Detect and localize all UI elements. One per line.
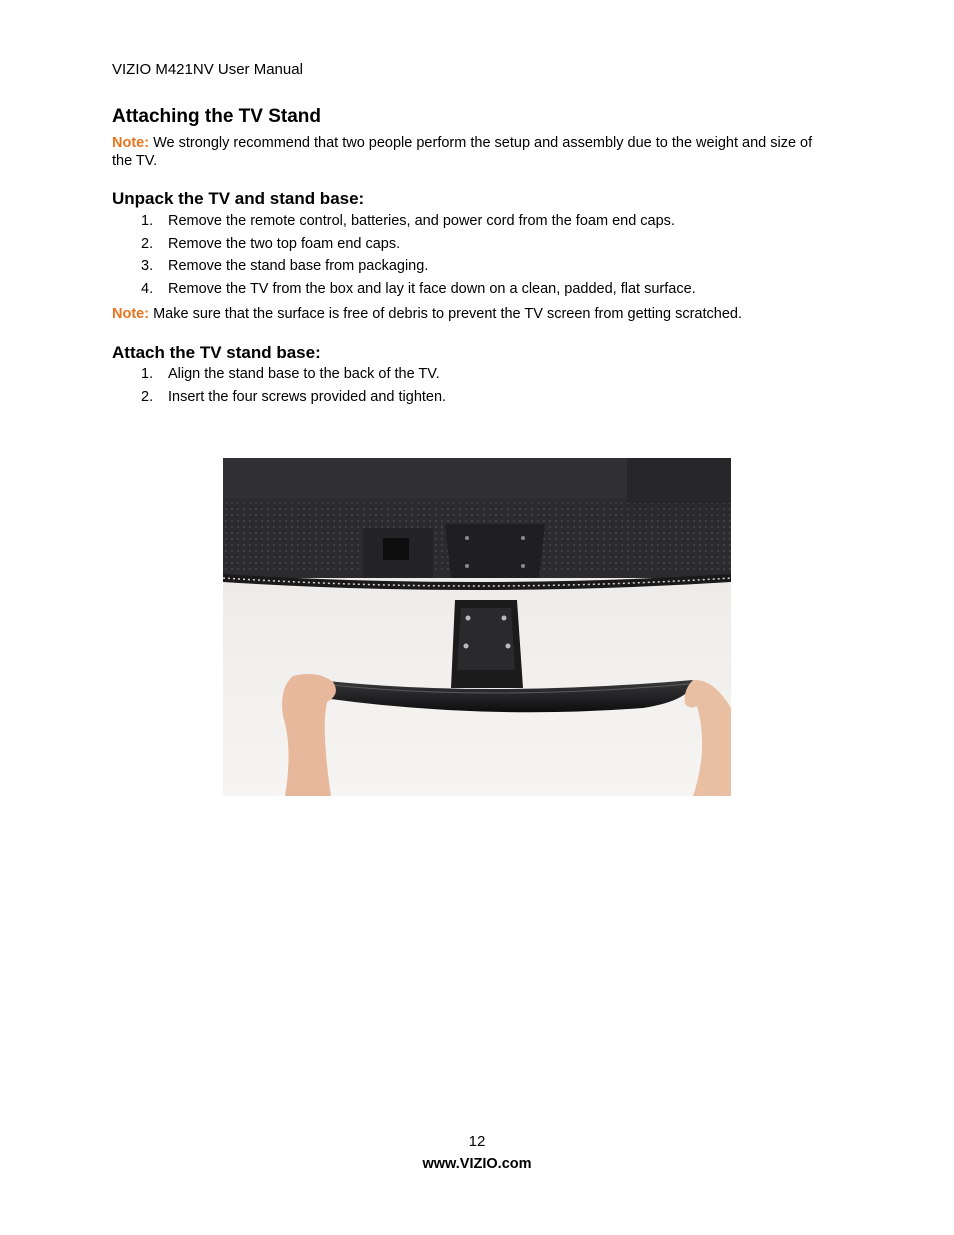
attach-heading: Attach the TV stand base:	[112, 343, 321, 362]
attach-steps-list	[112, 366, 446, 411]
step-text: Insert the four screws provided and tighten.	[168, 388, 447, 405]
step-number: 4.	[141, 280, 154, 297]
section-title: Attaching the TV Stand	[112, 106, 321, 127]
document-header: VIZIO M421NV User Manual	[112, 61, 303, 78]
step-text: Remove the TV from the box and lay it face down on a clean, padded, flat surface.	[168, 280, 696, 297]
step-number: 1.	[141, 213, 154, 229]
note-label: Note:	[112, 306, 150, 322]
list-item	[112, 258, 696, 281]
list-item	[112, 389, 446, 412]
step-number: 2.	[141, 388, 154, 405]
step-number: 3.	[141, 258, 154, 274]
note-text: We strongly recommend that two people perform the setup and assembly due to the weight and size of the TV.	[112, 135, 813, 169]
step-text: Remove the two top foam end caps.	[168, 235, 401, 252]
list-item	[112, 236, 696, 259]
page-number: 12	[468, 1133, 486, 1150]
list-item	[112, 213, 696, 236]
note-label: Note:	[112, 135, 150, 151]
step-text: Align the stand base to the back of the TV.	[168, 366, 440, 382]
step-text: Remove the remote control, batteries, and power cord from the foam end caps.	[168, 213, 675, 229]
tv-stand-photo	[223, 458, 731, 796]
step-number: 2.	[141, 235, 154, 252]
note-weight	[112, 134, 832, 170]
website-link[interactable]: www.VIZIO.com	[422, 1156, 532, 1172]
note-text: Make sure that the surface is free of debris to prevent the TV screen from getting scratched.	[149, 306, 742, 322]
step-text: Remove the stand base from packaging.	[168, 258, 429, 274]
step-number: 1.	[141, 366, 154, 382]
unpack-steps-list	[112, 213, 696, 303]
unpack-heading: Unpack the TV and stand base:	[112, 189, 365, 208]
list-item	[112, 366, 446, 389]
note-debris	[112, 305, 832, 323]
list-item	[112, 281, 696, 304]
